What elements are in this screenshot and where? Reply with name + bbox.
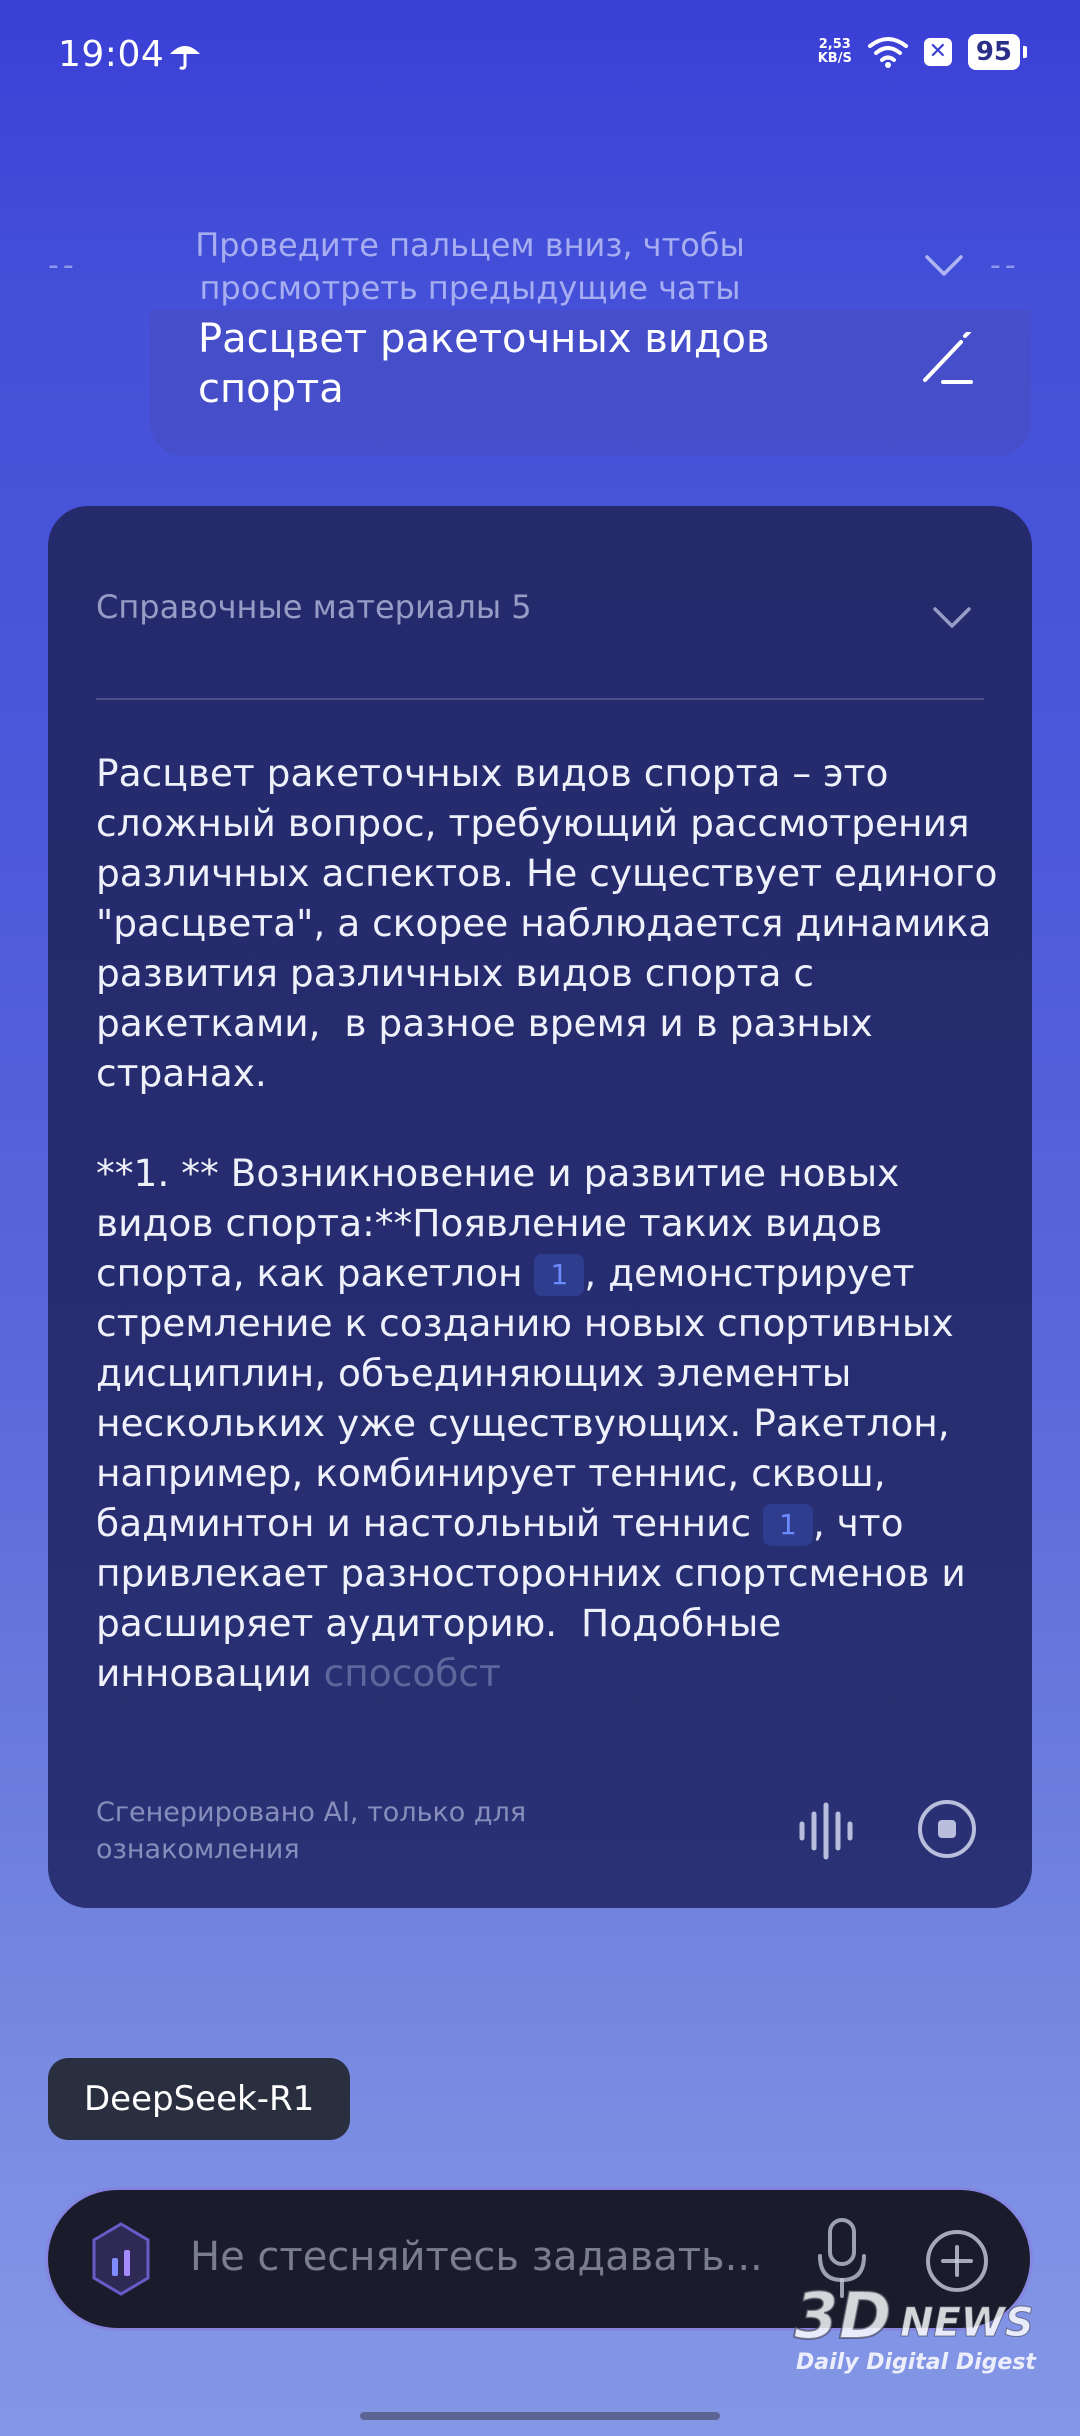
stop-generation-button[interactable] xyxy=(916,1798,978,1860)
voice-wave-icon[interactable] xyxy=(796,1802,856,1860)
model-selector-chip[interactable]: DeepSeek-R1 xyxy=(48,2058,350,2140)
chevron-down-icon[interactable] xyxy=(932,606,972,630)
home-indicator[interactable] xyxy=(360,2412,720,2420)
answer-paragraph: , что привлекает разносторонних спортсменов и расширяет аудиторию. Подобные инновации xyxy=(96,1501,978,1695)
status-icons xyxy=(818,34,1020,70)
citation-badge[interactable]: 1 xyxy=(534,1254,584,1296)
sim-off-icon: ✕ xyxy=(924,38,952,66)
references-label[interactable]: Справочные материалы 5 xyxy=(96,588,532,626)
answer-fading-text: способст xyxy=(323,1651,501,1695)
battery-icon: 95 xyxy=(968,34,1020,70)
chat-input-placeholder[interactable]: Не стесняйтесь задавать... xyxy=(190,2234,763,2280)
answer-paragraph: Расцвет ракеточных видов спорта – это сложный вопрос, требующий рассмотрения различных аспектов. Не существует единого "расцвета", а скорее наблюдается динамика развития различных видов спорта с ракетками, в разное время и в разных странах. xyxy=(96,751,1010,1095)
response-card xyxy=(48,506,1032,1908)
watermark-logo xyxy=(790,2280,1050,2380)
chevron-down-icon xyxy=(924,254,964,278)
watermark-news: NEWS xyxy=(900,2300,1034,2346)
citation-badge[interactable]: 1 xyxy=(763,1504,813,1546)
divider xyxy=(96,698,984,700)
watermark-tagline: Daily Digital Digest xyxy=(796,2350,1036,2375)
ai-disclaimer: Сгенерировано AI, только для ознакомления xyxy=(96,1797,527,1865)
answer-paragraph: **1. ** Возникновение и развитие новых видов спорта:**Появление таких видов спорта, как ракетлон xyxy=(96,1151,912,1295)
assistant-logo-icon[interactable] xyxy=(86,2220,156,2298)
wifi-icon xyxy=(868,36,908,68)
umbrella-icon xyxy=(168,38,202,72)
user-message-bubble xyxy=(150,310,1031,456)
watermark-3d: 3D xyxy=(794,2280,892,2354)
edit-icon[interactable] xyxy=(919,332,975,388)
answer-text xyxy=(96,748,1010,1698)
user-message-text: Расцвет ракеточных видов спорта xyxy=(198,316,770,412)
answer-paragraph: , демонстрирует стремление к созданию новых спортивных дисциплин, объединяющих элементы нескольких уже существующих. Ракетлон, например, комбинирует теннис, сквош, бадминтон и настольный теннис xyxy=(96,1251,966,1545)
swipe-hint: Проведите пальцем вниз, чтобы просмотреть предыдущие чаты xyxy=(195,226,745,307)
hint-dash-right: -- xyxy=(990,248,1020,283)
network-speed: 2,53 KB/S xyxy=(817,37,852,66)
status-time: 19:04 xyxy=(58,34,165,75)
hint-dash-left: -- xyxy=(48,248,78,283)
